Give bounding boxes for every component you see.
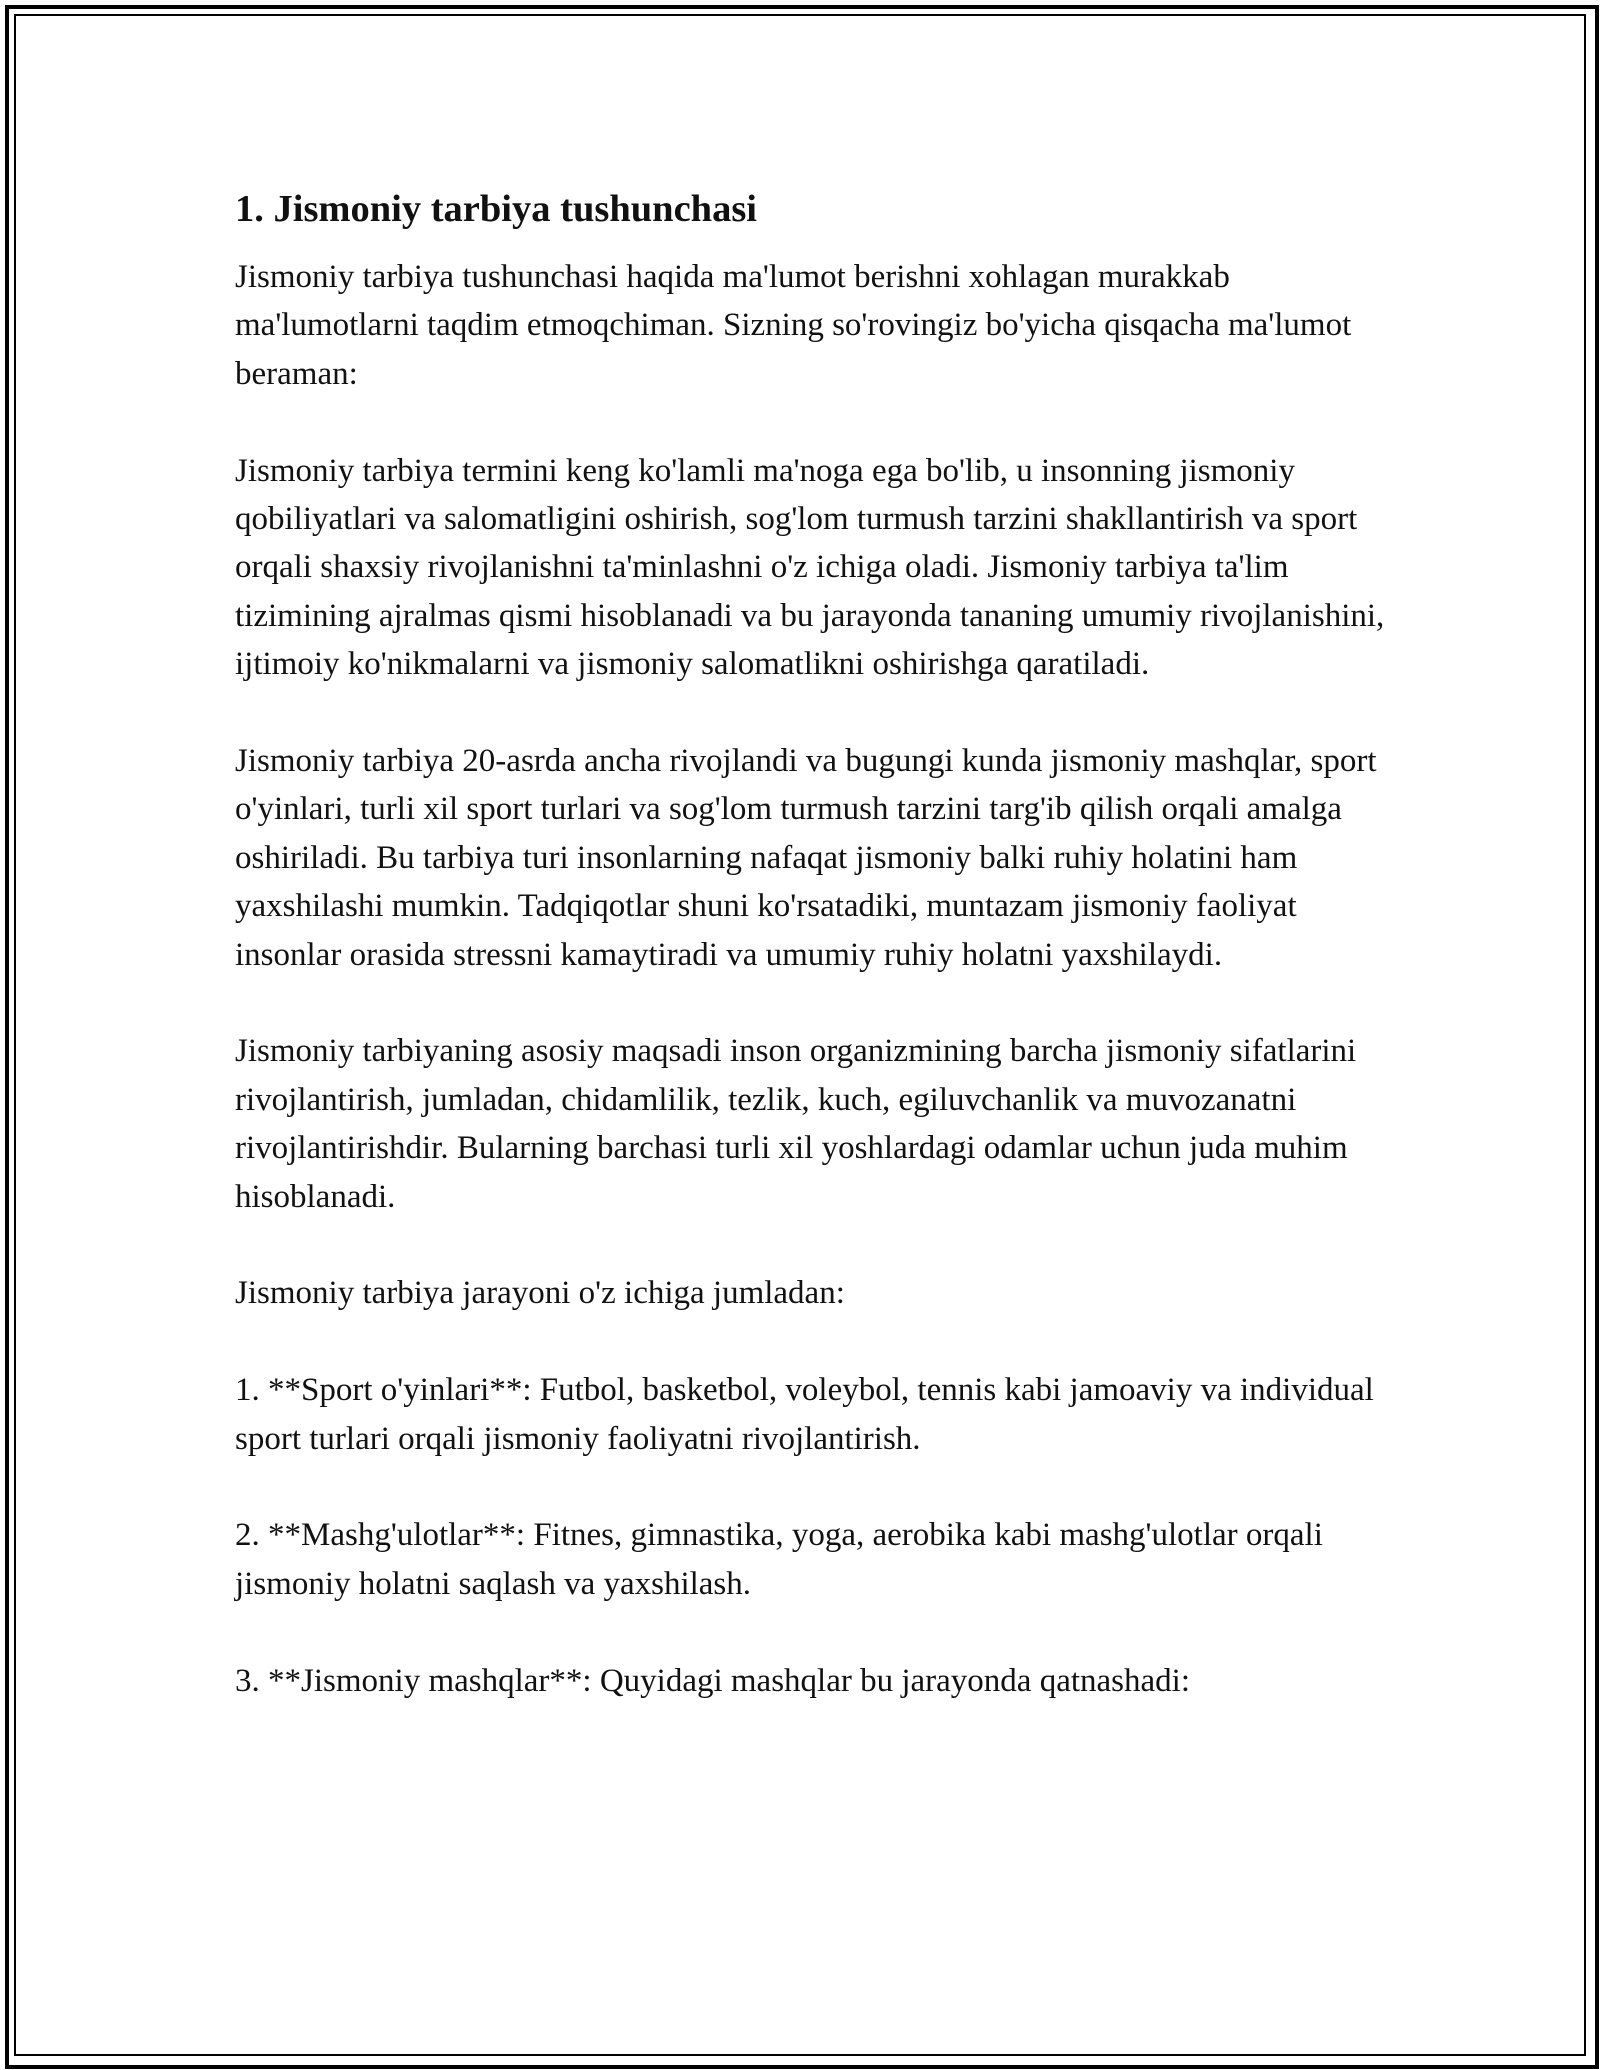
paragraph-definition: Jismoniy tarbiya termini keng ko'lamli ma'noga ega bo'lib, u insonning jismoniy qobiliyatlari va salomatligini oshirish, sog'lom turmush tarzini shakllantirish va sport orqali shaxsiy rivojlanishni ta'minlashni o'z ichiga oladi. Jismoniy tarbiya ta'lim tizimining ajralmas qismi hisoblanadi va bu jarayonda tananing umumiy rivojlanishini, ijtimoiy ko'nikmalarni va jismoniy salomatlikni oshirishga qaratiladi.	[235, 452, 1385, 683]
document-title: 1. Jismoniy tarbiya tushunchasi	[235, 188, 758, 230]
list-item-sport-games: 1. **Sport o'yinlari**: Futbol, basketbol, voleybol, tennis kabi jamoaviy va individual sport turlari orqali jismoniy faoliyatni rivojlantirish.	[235, 1372, 1374, 1457]
list-item-exercises: 3. **Jismoniy mashqlar**: Quyidagi mashqlar bu jarayonda qatnashadi:	[235, 1662, 1190, 1699]
paragraph-process-intro: Jismoniy tarbiya jarayoni o'z ichiga jumladan:	[235, 1275, 845, 1312]
list-item-trainings: 2. **Mashg'ulotlar**: Fitnes, gimnastika, yoga, aerobika kabi mashg'ulotlar orqali jismoniy holatni saqlash va yaxshilash.	[235, 1517, 1323, 1602]
paragraph-goal: Jismoniy tarbiyaning asosiy maqsadi inson organizmining barcha jismoniy sifatlarini rivojlantirish, jumladan, chidamlilik, tezlik, kuch, egiluvchanlik va muvozanatni rivojlantirishdir. Bularning barchasi turli xil yoshlardagi odamlar uchun juda muhim hisoblanadi.	[235, 1033, 1357, 1215]
paragraph-intro: Jismoniy tarbiya tushunchasi haqida ma'lumot berishni xohlagan murakkab ma'lumotlarni taqdim etmoqchiman. Sizning so'rovingiz bo'yicha qisqacha ma'lumot beraman:	[235, 259, 1352, 392]
document-body	[235, 185, 1395, 1753]
paragraph-history: Jismoniy tarbiya 20-asrda ancha rivojlandi va bugungi kunda jismoniy mashqlar, sport o'yinlari, turli xil sport turlari va sog'lom turmush tarzini targ'ib qilish orqali amalga oshiriladi. Bu tarbiya turi insonlarning nafaqat jismoniy balki ruhiy holatini ham yaxshilashi mumkin. Tadqiqotlar shuni ko'rsatadiki, muntazam jismoniy faoliyat insonlar orasida stressni kamaytiradi va umumiy ruhiy holatni yaxshilaydi.	[235, 743, 1377, 973]
